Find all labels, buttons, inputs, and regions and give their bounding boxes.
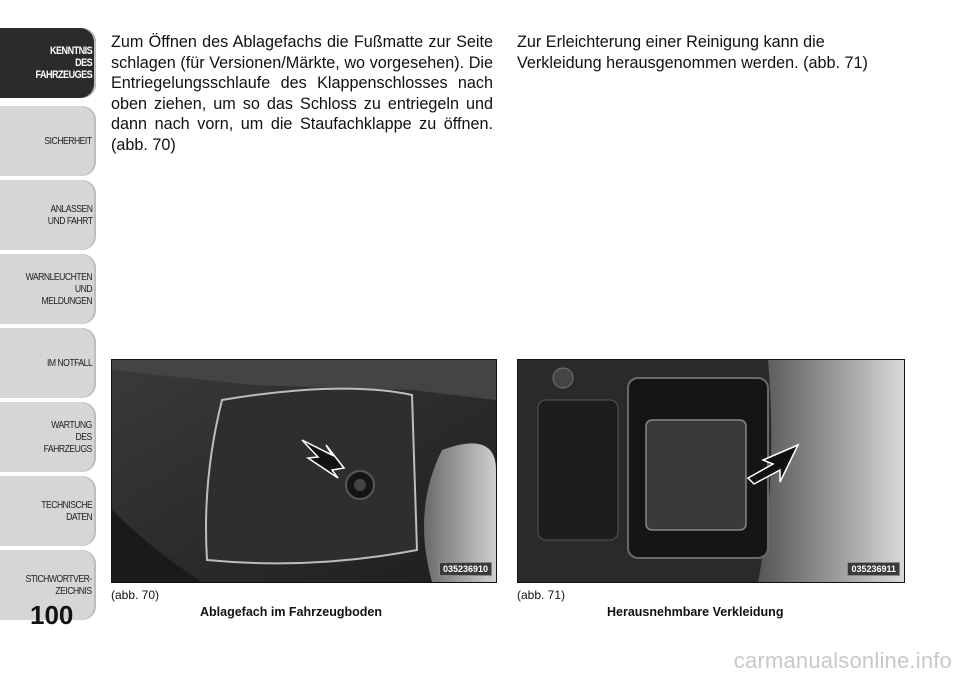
tab-sicherheit[interactable] bbox=[0, 106, 96, 176]
tab-label: WARNLEUCHTEN UND MELDUNGEN bbox=[25, 271, 92, 307]
right-paragraph: Zur Erleichterung einer Reinigung kann die Verkleidung herausgenommen werden. (abb. 71) bbox=[517, 33, 868, 72]
figure-caption: Ablagefach im Fahrzeugboden bbox=[200, 605, 382, 619]
tab-im-notfall[interactable] bbox=[0, 328, 96, 398]
tab-label: IM NOTFALL bbox=[46, 357, 92, 369]
figure-code: 035236910 bbox=[439, 562, 492, 576]
tab-label: SICHERHEIT bbox=[44, 135, 92, 147]
figure-code: 035236911 bbox=[847, 562, 900, 576]
tab-label: ANLASSEN UND FAHRT bbox=[47, 203, 92, 227]
page-number: 100 bbox=[30, 600, 74, 630]
tab-label: STICHWORTVER- ZEICHNIS bbox=[25, 573, 92, 597]
tab-anlassen-und-fahrt[interactable] bbox=[0, 180, 96, 250]
floor-compartment-photo bbox=[112, 360, 496, 582]
removable-trim-photo bbox=[518, 360, 904, 582]
figure-removable-trim bbox=[517, 359, 905, 583]
figure-reference: (abb. 70) bbox=[111, 588, 160, 602]
figure-reference: (abb. 71) bbox=[517, 588, 566, 602]
figure-caption: Herausnehmbare Verkleidung bbox=[607, 605, 784, 619]
left-paragraph: Zum Öffnen des Ablagefachs die Fußmatte zur Seite schlagen (für Versionen/Märkte, wo vorgesehen). Die Entriegelungsschlaufe des Klappenschlosses nach oben ziehen, um so das Schloss zu entriegeln und dann nach vorn, um die Staufachklappe zu öffnen. (abb. 70) bbox=[111, 33, 493, 154]
tab-technische-daten[interactable] bbox=[0, 476, 96, 546]
tab-label: WARTUNG DES FAHRZEUGS bbox=[43, 419, 92, 455]
watermark-text: carmanualsonline.info bbox=[733, 648, 952, 673]
tab-label: TECHNISCHE DATEN bbox=[40, 499, 92, 523]
tab-wartung-des-fahrzeugs[interactable] bbox=[0, 402, 96, 472]
figure-storage-compartment bbox=[111, 359, 497, 583]
tab-label: KENNTNIS DES FAHRZEUGES bbox=[35, 45, 92, 81]
tab-warnleuchten-und-meldungen[interactable] bbox=[0, 254, 96, 324]
tab-kenntnis-des-fahrzeuges[interactable] bbox=[0, 28, 96, 98]
